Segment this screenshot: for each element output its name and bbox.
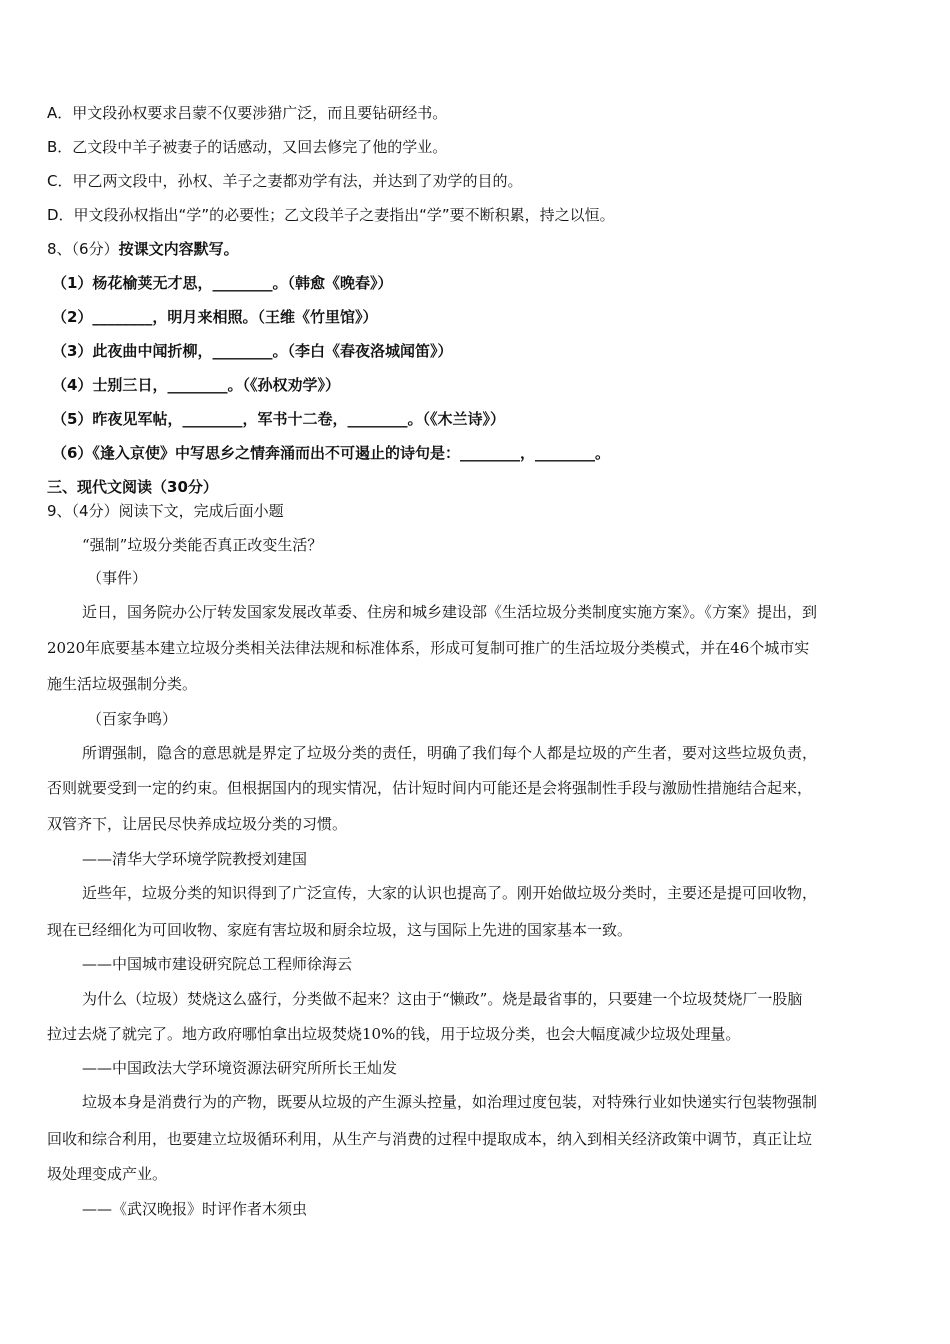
option-c: C．甲乙两文段中，孙权、羊子之妻都劝学有法，并达到了劝学的目的。 — [47, 172, 523, 190]
question-8 — [47, 239, 239, 259]
source-2: ——中国城市建设研究院总工程师徐海云 — [82, 955, 353, 973]
question-8-prompt: 按课文内容默写。 — [118, 240, 239, 258]
view-3-line-2: 拉过去烧了就完了。地方政府哪怕拿出垃圾焚烧10%的钱，用于垃圾分类，也会大幅度减少垃圾处理量。 — [47, 1025, 741, 1043]
option-b: B．乙文段中羊子被妻子的话感动，又回去修完了他的学业。 — [47, 138, 448, 156]
views-label: （百家争鸣） — [87, 710, 178, 728]
view-2-line-2: 现在已经细化为可回收物、家庭有害垃圾和厨余垃圾，这与国际上先进的国家基本一致。 — [47, 921, 633, 939]
view-3-line-1: 为什么（垃圾）焚烧这么盛行，分类做不起来？这由于“懒政”。烧是最省事的，只要建一个垃圾焚烧厂一股脑 — [82, 990, 803, 1008]
event-line-2: 2020年底要基本建立垃圾分类相关法律法规和标准体系，形成可复制可推广的生活垃圾分类模式，并在46个城市实 — [47, 639, 810, 657]
view-4-line-3: 圾处理变成产业。 — [47, 1165, 168, 1183]
view-2-line-1: 近些年，垃圾分类的知识得到了广泛宣传，大家的认识也提高了。刚开始做垃圾分类时，主要还是提可回收物， — [82, 884, 818, 902]
view-4-line-1: 垃圾本身是消费行为的产物，既要从垃圾的产生源头控量，如治理过度包装，对特殊行业如快递实行包装物强制 — [82, 1093, 818, 1111]
fill-item-2: （2）________，明月来相照。（王维《竹里馆》） — [52, 308, 378, 326]
source-1: ——清华大学环境学院教授刘建国 — [82, 850, 308, 868]
question-8-number: 8、（6分） — [47, 240, 119, 258]
option-d: D．甲文段孙权指出“学”的必要性；乙文段羊子之妻指出“学”要不断积累，持之以恒。 — [47, 206, 615, 224]
article-title: “强制”垃圾分类能否真正改变生活？ — [82, 536, 323, 554]
fill-item-6: （6）《逢入京使》中写思乡之情奔涌而出不可遏止的诗句是：________，________。 — [52, 444, 610, 462]
event-line-3: 施生活垃圾强制分类。 — [47, 675, 198, 693]
fill-item-4: （4）士别三日，________。（《孙权劝学》） — [52, 376, 340, 394]
source-3: ——中国政法大学环境资源法研究所所长王灿发 — [82, 1059, 398, 1077]
view-1-line-2: 否则就要受到一定的约束。但根据国内的现实情况，估计短时间内可能还是会将强制性手段与激励性措施结合起来， — [47, 779, 813, 797]
section-3-heading: 三、现代文阅读（30分） — [47, 478, 218, 496]
source-4: ——《武汉晚报》时评作者木须虫 — [82, 1200, 308, 1218]
fill-item-1: （1）杨花榆荚无才思，________。（韩愈《晚春》） — [52, 274, 393, 292]
view-1-line-1: 所谓强制，隐含的意思就是界定了垃圾分类的责任，明确了我们每个人都是垃圾的产生者，要对这些垃圾负责， — [82, 744, 818, 762]
event-label: （事件） — [87, 569, 148, 587]
view-1-line-3: 双管齐下，让居民尽快养成垃圾分类的习惯。 — [47, 815, 348, 833]
view-4-line-2: 回收和综合利用，也要建立垃圾循环利用，从生产与消费的过程中提取成本，纳入到相关经济政策中调节，真正让垃 — [47, 1130, 813, 1148]
question-9: 9、（4分）阅读下文，完成后面小题 — [47, 502, 284, 520]
option-a: A．甲文段孙权要求吕蒙不仅要涉猎广泛，而且要钻研经书。 — [47, 104, 448, 122]
fill-item-3: （3）此夜曲中闻折柳，________。（李白《春夜洛城闻笛》） — [52, 342, 453, 360]
fill-item-5: （5）昨夜见军帖，________，军书十二卷，________。（《木兰诗》） — [52, 410, 505, 428]
event-line-1: 近日，国务院办公厅转发国家发展改革委、住房和城乡建设部《生活垃圾分类制度实施方案》。《方案》提出，到 — [82, 603, 818, 621]
